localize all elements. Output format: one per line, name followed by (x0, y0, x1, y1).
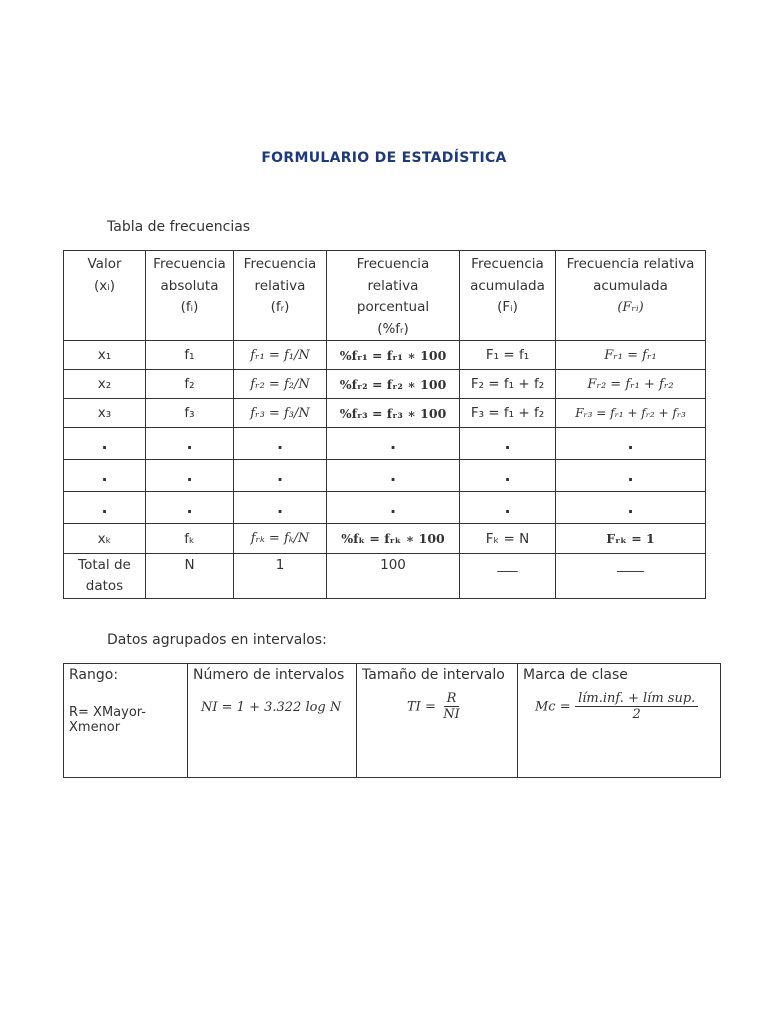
table-cell: %fₖ = fᵣₖ ∗ 100 (327, 524, 460, 554)
frequency-table-label: Tabla de frecuencias (107, 219, 251, 235)
table-cell: f₁ (146, 341, 234, 370)
table-row (64, 460, 706, 492)
grouped-data-label: Datos agrupados en intervalos: (107, 632, 327, 648)
table-cell: x₁ (64, 341, 146, 370)
frequency-table (63, 250, 706, 599)
table-row (64, 428, 706, 460)
table-row (64, 524, 706, 554)
class-mark-cell (518, 664, 721, 778)
table-cell: F₃ = f₁ + f₂ (460, 399, 556, 428)
table-cell: x₂ (64, 370, 146, 399)
table-cell: . (327, 428, 460, 460)
table-cell: . (234, 492, 327, 524)
table-row (64, 492, 706, 524)
table-cell: . (460, 492, 556, 524)
table-cell: . (460, 428, 556, 460)
cell-label: Rango: (69, 667, 119, 683)
table-cell: Fₖ = N (460, 524, 556, 554)
table-cell: . (64, 492, 146, 524)
header-cell: Frecuencia relativa porcentual (%fᵣ) (327, 251, 460, 341)
table-row (64, 399, 706, 428)
table-cell: x₃ (64, 399, 146, 428)
header-cell: Valor (xᵢ) (64, 251, 146, 341)
table-cell: Fᵣₖ = 1 (556, 524, 706, 554)
range-formula: R= XMayor-Xmenor (69, 705, 146, 735)
header-cell: Frecuencia relativa acumulada (Fᵣᵢ) (556, 251, 706, 341)
header-cell: Frecuencia relativa (fᵣ) (234, 251, 327, 341)
table-cell: N (146, 554, 234, 599)
header-cell: Frecuencia acumulada (Fᵢ) (460, 251, 556, 341)
table-cell: . (556, 492, 706, 524)
table-cell: 100 (327, 554, 460, 599)
table-cell: ____ (556, 554, 706, 599)
cell-label: Marca de clase (523, 667, 628, 683)
table-cell: . (556, 428, 706, 460)
class-mark-formula: Mc = $\frac{\text{lím.inf. + lím sup.}}{2}$ (535, 691, 715, 722)
table-cell: Fᵣ₃ = fᵣ₁ + fᵣ₂ + fᵣ₃ (556, 399, 706, 428)
table-cell: Fᵣ₁ = fᵣ₁ (556, 341, 706, 370)
table-cell: f₂ (146, 370, 234, 399)
intervals-cell (188, 664, 357, 778)
table-cell: . (146, 460, 234, 492)
header-cell: Frecuencia absoluta (fᵢ) (146, 251, 234, 341)
table-cell: . (146, 428, 234, 460)
table-cell: . (327, 460, 460, 492)
table-cell: Total de datos (64, 554, 146, 599)
intervals-formula: NI = 1 + 3.322 log N (201, 700, 342, 715)
table-cell: %fᵣ₁ = fᵣ₁ ∗ 100 (327, 341, 460, 370)
table-cell: fₖ (146, 524, 234, 554)
table-cell: %fᵣ₂ = fᵣ₂ ∗ 100 (327, 370, 460, 399)
table-cell: . (327, 492, 460, 524)
table-cell: fᵣ₂ = f₂/N (234, 370, 327, 399)
table-cell: . (234, 428, 327, 460)
interval-size-cell (357, 664, 518, 778)
table-cell: . (460, 460, 556, 492)
table-cell: %fᵣ₃ = fᵣ₃ ∗ 100 (327, 399, 460, 428)
table-cell: ___ (460, 554, 556, 599)
table-cell: . (234, 460, 327, 492)
cell-label: Tamaño de intervalo (362, 667, 505, 683)
page-title: FORMULARIO DE ESTADÍSTICA (261, 150, 507, 166)
table-cell: xₖ (64, 524, 146, 554)
table-cell: f₃ (146, 399, 234, 428)
grouped-data-table (63, 663, 721, 778)
table-cell: . (64, 460, 146, 492)
table-cell: F₂ = f₁ + f₂ (460, 370, 556, 399)
table-cell: fᵣ₁ = f₁/N (234, 341, 327, 370)
table-cell: F₁ = f₁ (460, 341, 556, 370)
table-row (64, 370, 706, 399)
table-cell: . (146, 492, 234, 524)
interval-size-formula: TI = $\frac{R}{NI}$ (407, 691, 460, 722)
table-header-row (64, 251, 706, 341)
table-cell: fᵣ₃ = f₃/N (234, 399, 327, 428)
table-row (64, 341, 706, 370)
table-cell: 1 (234, 554, 327, 599)
range-cell (64, 664, 188, 778)
cell-label: Número de intervalos (193, 667, 345, 683)
table-cell: fᵣₖ = fₖ/N (234, 524, 327, 554)
table-cell: Fᵣ₂ = fᵣ₁ + fᵣ₂ (556, 370, 706, 399)
table-total-row (64, 554, 706, 599)
table-cell: . (556, 460, 706, 492)
table-row (64, 664, 721, 778)
table-cell: . (64, 428, 146, 460)
